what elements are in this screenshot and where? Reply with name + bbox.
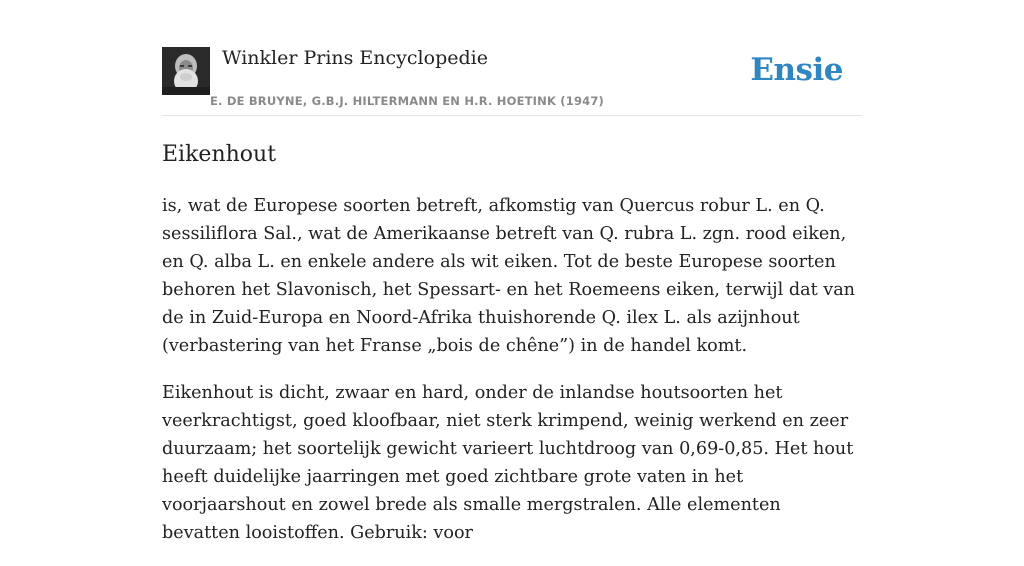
authors-byline: E. DE BRUYNE, G.B.J. HILTERMANN EN H.R. HOETINK (1947) — [210, 94, 605, 108]
ensie-logo[interactable]: Ensie — [750, 52, 843, 88]
article-title: Eikenhout — [162, 142, 277, 167]
site-header — [162, 0, 862, 116]
site-title[interactable]: Winkler Prins Encyclopedie — [222, 47, 488, 69]
article-body — [162, 192, 862, 566]
portrait-icon — [162, 47, 210, 95]
article-paragraph: is, wat de Europese soorten betreft, afkomstig van Quercus robur L. en Q. sessiliflora Sal., wat de Amerikaanse betreft van Q. rubra L. zgn. rood eiken, en Q. alba L. en enkele andere als wit eiken. Tot de beste Europese soorten behoren het Slavonisch, het Spessart- en het Roemeens eiken, terwijl dat van de in Zuid-Europa en Noord-Afrika thuishorende Q. ilex L. als azijnhout (verbastering van het Franse „bois de chêne”) in de handel komt. — [162, 196, 856, 356]
page — [162, 0, 862, 543]
article-paragraph: Eikenhout is dicht, zwaar en hard, onder de inlandse houtsoorten het veerkrachtigst, goed kloofbaar, niet sterk krimpend, weinig werkend en zeer duurzaam; het soortelijk gewicht varieert luchtdroog van 0,69-0,85. Het hout heeft duidelijke jaarringen met goed zichtbare grote vaten in het voorjaarshout en zowel brede als smalle mergstralen. Alle elementen bevatten looistoffen. Gebruik: voor — [162, 383, 854, 543]
author-avatar[interactable] — [162, 47, 210, 95]
